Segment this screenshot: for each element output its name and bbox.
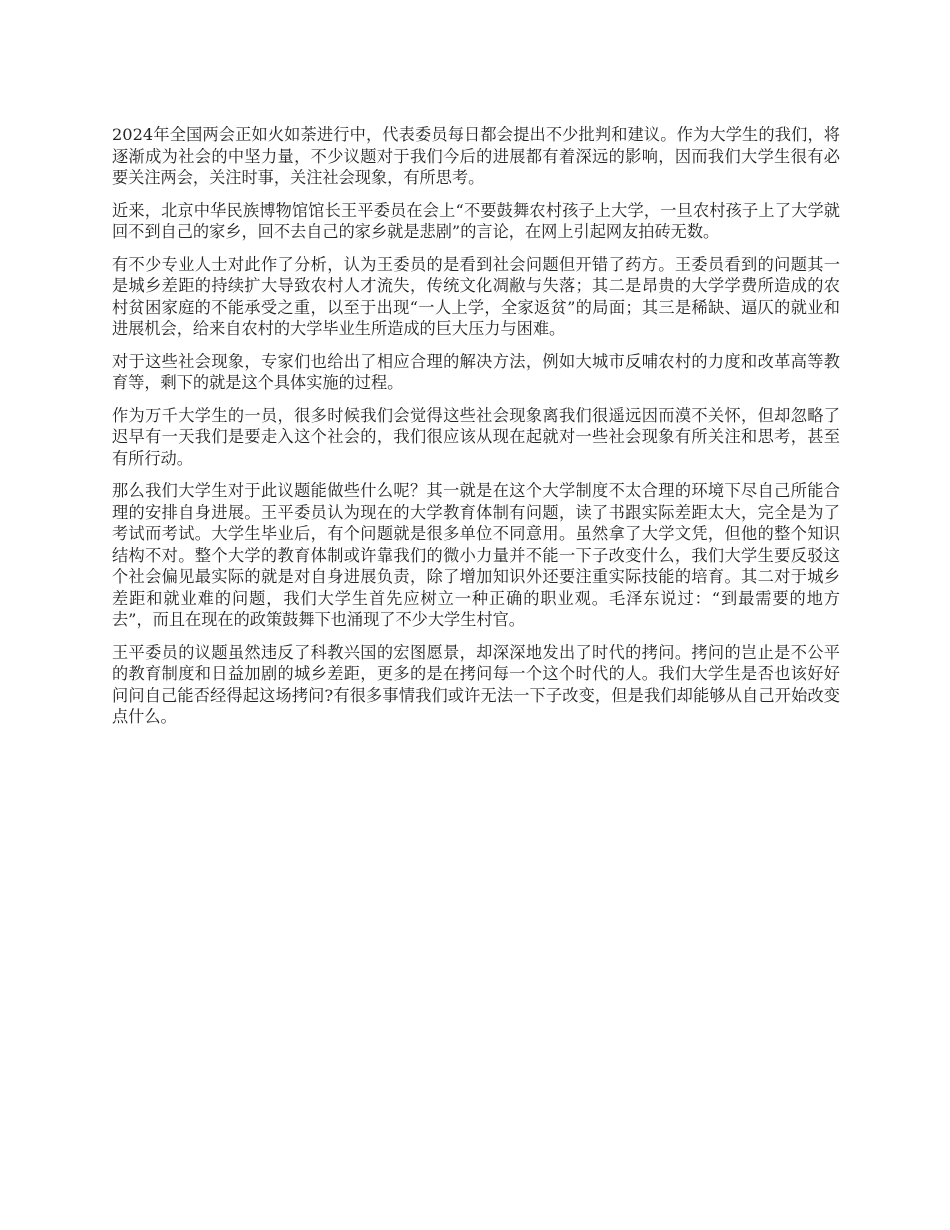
- paragraph-4: 对于这些社会现象，专家们也给出了相应合理的解决方法，例如大城市反哺农村的力度和改革高等教育等，剩下的就是这个具体实施的过程。: [112, 351, 840, 392]
- document-body: [112, 124, 840, 739]
- paragraph-2: 近来，北京中华民族博物馆馆长王平委员在会上“不要鼓舞农村孩子上大学，一旦农村孩子上了大学就回不到自己的家乡，回不去自己的家乡就是悲剧”的言论，在网上引起网友拍砖无数。: [112, 200, 840, 241]
- paragraph-7: 王平委员的议题虽然违反了科教兴国的宏图愿景，却深深地发出了时代的拷问。拷问的岂止是不公平的教育制度和日益加剧的城乡差距，更多的是在拷问每一个这个时代的人。我们大学生是否也该好好问问自己能否经得起这场拷问?有很多事情我们或许无法一下子改变，但是我们却能够从自己开始改变点什么。: [112, 642, 840, 726]
- paragraph-3: 有不少专业人士对此作了分析，认为王委员的是看到社会问题但开错了药方。王委员看到的问题其一是城乡差距的持续扩大导致农村人才流失，传统文化凋敝与失落；其二是昂贵的大学学费所造成的农村贫困家庭的不能承受之重，以至于出现“一人上学，全家返贫”的局面；其三是稀缺、逼仄的就业和进展机会，给来自农村的大学毕业生所造成的巨大压力与困难。: [112, 254, 840, 338]
- paragraph-6: 那么我们大学生对于此议题能做些什么呢？其一就是在这个大学制度不太合理的环境下尽自己所能合理的安排自身进展。王平委员认为现在的大学教育体制有问题，读了书跟实际差距太大，完全是为了考试而考试。大学生毕业后，有个问题就是很多单位不同意用。虽然拿了大学文凭，但他的整个知识结构不对。整个大学的教育体制或许靠我们的微小力量并不能一下子改变什么，我们大学生要反驳这个社会偏见最实际的就是对自身进展负责，除了增加知识外还要注重实际技能的培育。其二对于城乡差距和就业难的问题，我们大学生首先应树立一种正确的职业观。毛泽东说过：“到最需要的地方去”，而且在现在的政策鼓舞下也涌现了不少大学生村官。: [112, 481, 840, 629]
- paragraph-5: 作为万千大学生的一员，很多时候我们会觉得这些社会现象离我们很遥远因而漠不关怀，但却忽略了迟早有一天我们是要走入这个社会的，我们很应该从现在起就对一些社会现象有所关注和思考，甚至有所行动。: [112, 405, 840, 468]
- paragraph-1: 2024年全国两会正如火如荼进行中，代表委员每日都会提出不少批判和建议。作为大学生的我们，将逐渐成为社会的中坚力量，不少议题对于我们今后的进展都有着深远的影响，因而我们大学生很有必要关注两会，关注时事，关注社会现象，有所思考。: [112, 125, 840, 187]
